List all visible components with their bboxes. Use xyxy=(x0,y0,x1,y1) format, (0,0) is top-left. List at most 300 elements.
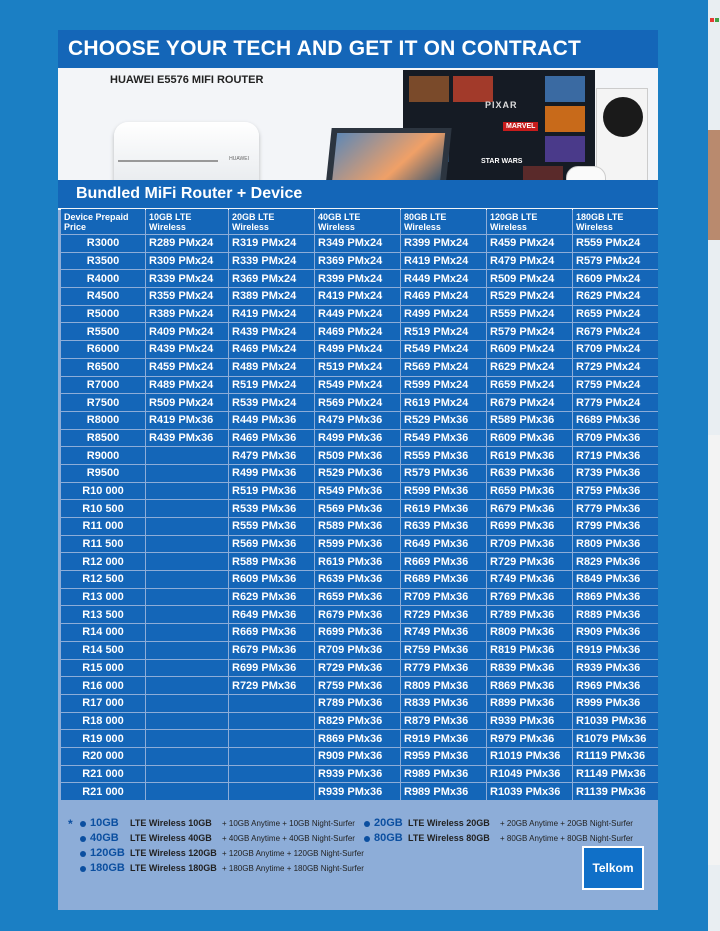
device-price-cell: R11 500 xyxy=(61,536,145,553)
contract-price-cell: R779 PMx36 xyxy=(401,660,486,677)
legend-desc: + 120GB Anytime + 120GB Night-Surfer xyxy=(222,849,364,858)
contract-price-cell: R669 PMx36 xyxy=(401,553,486,570)
contract-price-cell: R869 PMx36 xyxy=(487,677,572,694)
contract-price-cell: R639 PMx36 xyxy=(401,518,486,535)
contract-price-cell: R969 PMx36 xyxy=(573,677,658,694)
legend-item xyxy=(80,862,364,874)
device-price-cell: R4500 xyxy=(61,288,145,305)
contract-price-cell: R629 PMx36 xyxy=(229,589,314,606)
legend-item xyxy=(364,817,633,829)
contract-price-cell: R389 PMx24 xyxy=(229,288,314,305)
contract-price-cell: R549 PMx24 xyxy=(401,341,486,358)
bullet-icon xyxy=(80,821,86,827)
contract-price-cell: R469 PMx36 xyxy=(229,430,314,447)
column-header: 20GB LTE Wireless xyxy=(229,209,314,234)
contract-price-cell: R399 PMx24 xyxy=(315,270,400,287)
contract-price-cell xyxy=(146,553,228,570)
contract-price-cell: R609 PMx36 xyxy=(229,571,314,588)
legend-name: LTE Wireless 180GB xyxy=(130,863,217,873)
contract-price-cell: R879 PMx36 xyxy=(401,713,486,730)
contract-price-cell: R649 PMx36 xyxy=(229,606,314,623)
contract-price-cell xyxy=(146,606,228,623)
contract-price-cell: R659 PMx24 xyxy=(573,306,658,323)
contract-price-cell: R609 PMx24 xyxy=(487,341,572,358)
contract-price-cell: R579 PMx36 xyxy=(401,465,486,482)
contract-price-cell: R569 PMx36 xyxy=(315,500,400,517)
contract-price-cell: R459 PMx24 xyxy=(487,235,572,252)
adjacent-page-photo xyxy=(708,130,720,240)
contract-price-cell: R619 PMx36 xyxy=(401,500,486,517)
device-price-cell: R10 000 xyxy=(61,483,145,500)
contract-price-cell: R939 PMx36 xyxy=(573,660,658,677)
contract-price-cell: R919 PMx36 xyxy=(573,642,658,659)
contract-price-cell: R519 PMx36 xyxy=(229,483,314,500)
contract-price-cell: R479 PMx36 xyxy=(315,412,400,429)
table-row xyxy=(61,359,658,376)
contract-price-cell: R419 PMx24 xyxy=(315,288,400,305)
contract-price-cell xyxy=(146,713,228,730)
contract-price-cell xyxy=(146,730,228,747)
contract-price-cell: R589 PMx36 xyxy=(315,518,400,535)
device-price-cell: R6000 xyxy=(61,341,145,358)
contract-price-cell: R629 PMx24 xyxy=(573,288,658,305)
table-row xyxy=(61,536,658,553)
starwars-tile-label: STAR WARS xyxy=(481,158,523,165)
contract-price-cell: R869 PMx36 xyxy=(315,730,400,747)
legend-desc: + 180GB Anytime + 180GB Night-Surfer xyxy=(222,864,364,873)
device-price-cell: R19 000 xyxy=(61,730,145,747)
legend-item xyxy=(80,847,364,859)
contract-price-cell: R1079 PMx36 xyxy=(573,730,658,747)
contract-price-cell: R519 PMx24 xyxy=(401,323,486,340)
contract-price-cell: R989 PMx36 xyxy=(401,766,486,783)
contract-price-cell: R719 PMx36 xyxy=(573,447,658,464)
contract-price-cell: R419 PMx24 xyxy=(401,253,486,270)
contract-price-cell: R619 PMx24 xyxy=(401,394,486,411)
contract-price-cell xyxy=(146,571,228,588)
contract-price-cell: R699 PMx36 xyxy=(487,518,572,535)
contract-price-cell xyxy=(229,730,314,747)
contract-price-cell: R289 PMx24 xyxy=(146,235,228,252)
contract-price-cell: R599 PMx24 xyxy=(401,377,486,394)
contract-price-cell: R649 PMx36 xyxy=(401,536,486,553)
tv-tile xyxy=(545,136,585,162)
contract-price-cell: R1019 PMx36 xyxy=(487,748,572,765)
contract-price-cell: R669 PMx36 xyxy=(229,624,314,641)
edge-mark-green xyxy=(715,18,719,22)
device-price-cell: R9000 xyxy=(61,447,145,464)
contract-price-cell: R339 PMx24 xyxy=(229,253,314,270)
device-price-cell: R18 000 xyxy=(61,713,145,730)
contract-price-cell xyxy=(146,766,228,783)
contract-price-cell xyxy=(146,447,228,464)
legend-desc: + 40GB Anytime + 40GB Night-Surfer xyxy=(222,834,355,843)
contract-price-cell: R939 PMx36 xyxy=(315,783,400,800)
contract-price-cell: R589 PMx36 xyxy=(229,553,314,570)
contract-price-cell xyxy=(146,783,228,800)
contract-price-cell: R939 PMx36 xyxy=(315,766,400,783)
contract-price-cell xyxy=(229,766,314,783)
table-row xyxy=(61,606,658,623)
contract-price-cell: R709 PMx36 xyxy=(573,430,658,447)
contract-price-cell xyxy=(146,642,228,659)
contract-price-cell: R829 PMx36 xyxy=(573,553,658,570)
contract-price-cell: R469 PMx24 xyxy=(401,288,486,305)
legend-asterisk: * xyxy=(68,817,73,831)
device-price-cell: R13 000 xyxy=(61,589,145,606)
router-title: HUAWEI E5576 MIFI ROUTER xyxy=(110,74,264,86)
legend-item xyxy=(364,832,633,844)
contract-price-cell: R769 PMx36 xyxy=(487,589,572,606)
legend-name: LTE Wireless 80GB xyxy=(408,833,490,843)
contract-price-cell: R679 PMx36 xyxy=(487,500,572,517)
table-row xyxy=(61,270,658,287)
contract-price-cell xyxy=(146,589,228,606)
contract-price-cell: R539 PMx24 xyxy=(229,394,314,411)
contract-price-cell: R729 PMx36 xyxy=(401,606,486,623)
legend-item xyxy=(80,817,355,829)
contract-price-cell: R419 PMx36 xyxy=(146,412,228,429)
table-row xyxy=(61,783,658,800)
contract-price-cell: R519 PMx24 xyxy=(315,359,400,376)
column-header: 40GB LTE Wireless xyxy=(315,209,400,234)
telkom-logo: Telkom xyxy=(582,846,644,890)
contract-price-cell: R399 PMx24 xyxy=(401,235,486,252)
device-price-cell: R8000 xyxy=(61,412,145,429)
table-row xyxy=(61,306,658,323)
table-row xyxy=(61,288,658,305)
bundle-title: Bundled MiFi Router + Device xyxy=(58,180,658,208)
contract-price-cell: R449 PMx36 xyxy=(229,412,314,429)
contract-price-cell: R979 PMx36 xyxy=(487,730,572,747)
legend-gb: 120GB xyxy=(90,847,125,859)
contract-price-cell: R839 PMx36 xyxy=(401,695,486,712)
contract-price-cell: R549 PMx36 xyxy=(315,483,400,500)
contract-price-cell: R899 PMx36 xyxy=(487,695,572,712)
contract-price-cell: R1049 PMx36 xyxy=(487,766,572,783)
table-row xyxy=(61,447,658,464)
column-header: Device Prepaid Price xyxy=(61,209,145,234)
tv-tile xyxy=(453,76,493,102)
contract-price-cell: R539 PMx36 xyxy=(229,500,314,517)
contract-price-cell: R619 PMx36 xyxy=(315,553,400,570)
contract-price-cell: R449 PMx24 xyxy=(401,270,486,287)
table-row xyxy=(61,589,658,606)
device-price-cell: R3500 xyxy=(61,253,145,270)
contract-price-cell: R739 PMx36 xyxy=(573,465,658,482)
contract-price-cell xyxy=(229,783,314,800)
contract-price-cell: R939 PMx36 xyxy=(487,713,572,730)
contract-price-cell: R709 PMx36 xyxy=(401,589,486,606)
contract-price-cell: R639 PMx36 xyxy=(315,571,400,588)
legend-gb: 80GB xyxy=(374,832,403,844)
bullet-icon xyxy=(80,851,86,857)
contract-price-cell: R509 PMx24 xyxy=(146,394,228,411)
contract-price-cell: R729 PMx24 xyxy=(573,359,658,376)
contract-price-cell: R509 PMx24 xyxy=(487,270,572,287)
contract-price-cell: R559 PMx36 xyxy=(401,447,486,464)
contract-price-cell: R679 PMx24 xyxy=(487,394,572,411)
contract-price-cell: R849 PMx36 xyxy=(573,571,658,588)
contract-price-cell: R569 PMx36 xyxy=(229,536,314,553)
contract-price-cell: R809 PMx36 xyxy=(487,624,572,641)
contract-price-cell: R559 PMx24 xyxy=(487,306,572,323)
contract-price-cell xyxy=(146,536,228,553)
table-header-row xyxy=(61,209,658,234)
xbox-vent xyxy=(603,97,643,137)
contract-price-cell: R439 PMx24 xyxy=(229,323,314,340)
contract-price-cell xyxy=(229,695,314,712)
tv-tile xyxy=(409,76,449,102)
device-price-cell: R21 000 xyxy=(61,783,145,800)
table-row xyxy=(61,713,658,730)
contract-price-cell: R819 PMx36 xyxy=(487,642,572,659)
device-price-cell: R13 500 xyxy=(61,606,145,623)
contract-price-cell: R869 PMx36 xyxy=(573,589,658,606)
contract-price-cell: R759 PMx24 xyxy=(573,377,658,394)
contract-price-cell: R789 PMx36 xyxy=(315,695,400,712)
contract-price-cell xyxy=(146,660,228,677)
legend-name: LTE Wireless 120GB xyxy=(130,848,217,858)
contract-price-cell: R679 PMx24 xyxy=(573,323,658,340)
contract-price-cell: R309 PMx24 xyxy=(146,253,228,270)
bullet-icon xyxy=(364,821,370,827)
legend-name: LTE Wireless 40GB xyxy=(130,833,212,843)
table-row xyxy=(61,483,658,500)
marvel-tile-label: MARVEL xyxy=(503,122,538,131)
device-price-cell: R6500 xyxy=(61,359,145,376)
contract-price-cell: R629 PMx24 xyxy=(487,359,572,376)
table-row xyxy=(61,465,658,482)
contract-price-cell: R469 PMx24 xyxy=(315,323,400,340)
contract-price-cell: R529 PMx36 xyxy=(315,465,400,482)
contract-price-cell xyxy=(146,500,228,517)
contract-price-cell: R659 PMx36 xyxy=(315,589,400,606)
contract-price-cell: R919 PMx36 xyxy=(401,730,486,747)
table-body xyxy=(61,235,658,800)
table-row xyxy=(61,695,658,712)
table-row xyxy=(61,748,658,765)
contract-price-cell: R519 PMx24 xyxy=(229,377,314,394)
contract-price-cell: R689 PMx36 xyxy=(573,412,658,429)
table-row xyxy=(61,518,658,535)
contract-price-cell: R479 PMx36 xyxy=(229,447,314,464)
contract-price-cell xyxy=(229,713,314,730)
contract-price-cell: R449 PMx24 xyxy=(315,306,400,323)
column-header: 80GB LTE Wireless xyxy=(401,209,486,234)
contract-price-cell: R659 PMx36 xyxy=(487,483,572,500)
contract-price-cell: R549 PMx24 xyxy=(315,377,400,394)
contract-price-cell: R779 PMx36 xyxy=(573,500,658,517)
legend-gb: 20GB xyxy=(374,817,403,829)
contract-price-cell: R999 PMx36 xyxy=(573,695,658,712)
device-price-cell: R12 000 xyxy=(61,553,145,570)
contract-price-cell: R799 PMx36 xyxy=(573,518,658,535)
device-price-cell: R5500 xyxy=(61,323,145,340)
device-price-cell: R7000 xyxy=(61,377,145,394)
table-row xyxy=(61,677,658,694)
edge-mark-red xyxy=(710,18,714,22)
bullet-icon xyxy=(364,836,370,842)
device-price-cell: R17 000 xyxy=(61,695,145,712)
contract-price-cell xyxy=(146,518,228,535)
contract-price-cell: R759 PMx36 xyxy=(401,642,486,659)
contract-price-cell: R809 PMx36 xyxy=(573,536,658,553)
device-price-cell: R10 500 xyxy=(61,500,145,517)
contract-price-cell: R489 PMx24 xyxy=(146,377,228,394)
bullet-icon xyxy=(80,836,86,842)
contract-price-cell: R909 PMx36 xyxy=(573,624,658,641)
legend-desc: + 80GB Anytime + 80GB Night-Surfer xyxy=(500,834,633,843)
device-price-cell: R4000 xyxy=(61,270,145,287)
legend-gb: 180GB xyxy=(90,862,125,874)
contract-price-cell: R679 PMx36 xyxy=(229,642,314,659)
contract-price-cell: R559 PMx24 xyxy=(573,235,658,252)
contract-price-cell: R489 PMx24 xyxy=(229,359,314,376)
tv-tile xyxy=(545,106,585,132)
device-price-cell: R7500 xyxy=(61,394,145,411)
promo-card xyxy=(58,30,658,910)
contract-price-cell: R779 PMx24 xyxy=(573,394,658,411)
device-price-cell: R9500 xyxy=(61,465,145,482)
contract-price-cell: R369 PMx24 xyxy=(229,270,314,287)
device-price-cell: R20 000 xyxy=(61,748,145,765)
contract-price-cell: R889 PMx36 xyxy=(573,606,658,623)
device-price-cell: R3000 xyxy=(61,235,145,252)
device-price-cell: R8500 xyxy=(61,430,145,447)
contract-price-cell: R609 PMx36 xyxy=(487,430,572,447)
contract-price-cell: R569 PMx24 xyxy=(401,359,486,376)
contract-price-cell: R439 PMx24 xyxy=(146,341,228,358)
table-row xyxy=(61,766,658,783)
contract-price-cell: R639 PMx36 xyxy=(487,465,572,482)
contract-price-cell: R709 PMx24 xyxy=(573,341,658,358)
contract-price-cell: R419 PMx24 xyxy=(229,306,314,323)
legend-gb: 40GB xyxy=(90,832,119,844)
contract-price-cell: R549 PMx36 xyxy=(401,430,486,447)
price-table xyxy=(60,208,659,801)
contract-price-cell: R589 PMx36 xyxy=(487,412,572,429)
device-price-cell: R14 500 xyxy=(61,642,145,659)
contract-price-cell: R789 PMx36 xyxy=(487,606,572,623)
legend-gb: 10GB xyxy=(90,817,119,829)
adjacent-page-content xyxy=(708,435,720,865)
contract-price-cell: R569 PMx24 xyxy=(315,394,400,411)
contract-price-cell: R359 PMx24 xyxy=(146,288,228,305)
contract-price-cell: R729 PMx36 xyxy=(487,553,572,570)
table-row xyxy=(61,642,658,659)
table-row xyxy=(61,235,658,252)
contract-price-cell: R679 PMx36 xyxy=(315,606,400,623)
contract-price-cell: R989 PMx36 xyxy=(401,783,486,800)
contract-price-cell: R619 PMx36 xyxy=(487,447,572,464)
legend-desc: + 10GB Anytime + 10GB Night-Surfer xyxy=(222,819,355,828)
table-row xyxy=(61,571,658,588)
table-row xyxy=(61,553,658,570)
contract-price-cell: R749 PMx36 xyxy=(487,571,572,588)
contract-price-cell xyxy=(146,624,228,641)
contract-price-cell: R759 PMx36 xyxy=(573,483,658,500)
contract-price-cell: R579 PMx24 xyxy=(573,253,658,270)
contract-price-cell: R659 PMx24 xyxy=(487,377,572,394)
table-row xyxy=(61,730,658,747)
contract-price-cell: R349 PMx24 xyxy=(315,235,400,252)
contract-price-cell: R509 PMx36 xyxy=(315,447,400,464)
contract-price-cell: R689 PMx36 xyxy=(401,571,486,588)
legend-item xyxy=(80,832,355,844)
contract-price-cell: R1039 PMx36 xyxy=(573,713,658,730)
device-price-cell: R12 500 xyxy=(61,571,145,588)
router-slot xyxy=(118,160,218,162)
contract-price-cell: R1149 PMx36 xyxy=(573,766,658,783)
device-price-cell: R16 000 xyxy=(61,677,145,694)
contract-price-cell: R459 PMx24 xyxy=(146,359,228,376)
table-row xyxy=(61,660,658,677)
contract-price-cell: R499 PMx24 xyxy=(315,341,400,358)
contract-price-cell: R749 PMx36 xyxy=(401,624,486,641)
legend-name: LTE Wireless 20GB xyxy=(408,818,490,828)
contract-price-cell: R1039 PMx36 xyxy=(487,783,572,800)
bullet-icon xyxy=(80,866,86,872)
contract-price-cell: R439 PMx36 xyxy=(146,430,228,447)
contract-price-cell: R369 PMx24 xyxy=(315,253,400,270)
table-row xyxy=(61,624,658,641)
column-header: 120GB LTE Wireless xyxy=(487,209,572,234)
contract-price-cell xyxy=(146,483,228,500)
table-row xyxy=(61,412,658,429)
contract-price-cell: R609 PMx24 xyxy=(573,270,658,287)
router-brand: HUAWEI xyxy=(229,156,249,162)
contract-price-cell: R469 PMx24 xyxy=(229,341,314,358)
table-row xyxy=(61,341,658,358)
device-price-cell: R5000 xyxy=(61,306,145,323)
table-row xyxy=(61,394,658,411)
contract-price-cell: R339 PMx24 xyxy=(146,270,228,287)
contract-price-cell: R809 PMx36 xyxy=(401,677,486,694)
contract-price-cell: R499 PMx36 xyxy=(315,430,400,447)
contract-price-cell xyxy=(146,748,228,765)
contract-price-cell: R729 PMx36 xyxy=(229,677,314,694)
contract-price-cell: R909 PMx36 xyxy=(315,748,400,765)
table-row xyxy=(61,500,658,517)
contract-price-cell: R699 PMx36 xyxy=(229,660,314,677)
pixar-tile-label: PIXAR xyxy=(485,100,518,110)
contract-price-cell: R529 PMx36 xyxy=(401,412,486,429)
contract-price-cell xyxy=(146,695,228,712)
device-price-cell: R21 000 xyxy=(61,766,145,783)
contract-price-cell: R559 PMx36 xyxy=(229,518,314,535)
table-row xyxy=(61,253,658,270)
contract-price-cell: R709 PMx36 xyxy=(487,536,572,553)
contract-price-cell: R759 PMx36 xyxy=(315,677,400,694)
legend xyxy=(58,817,658,910)
contract-price-cell: R599 PMx36 xyxy=(401,483,486,500)
contract-price-cell: R499 PMx24 xyxy=(401,306,486,323)
contract-price-cell: R839 PMx36 xyxy=(487,660,572,677)
device-price-cell: R15 000 xyxy=(61,660,145,677)
contract-price-cell: R529 PMx24 xyxy=(487,288,572,305)
contract-price-cell: R1119 PMx36 xyxy=(573,748,658,765)
table-row xyxy=(61,430,658,447)
contract-price-cell: R389 PMx24 xyxy=(146,306,228,323)
contract-price-cell xyxy=(146,465,228,482)
contract-price-cell: R409 PMx24 xyxy=(146,323,228,340)
contract-price-cell: R959 PMx36 xyxy=(401,748,486,765)
contract-price-cell xyxy=(146,677,228,694)
tv-tile xyxy=(545,76,585,102)
contract-price-cell: R1139 PMx36 xyxy=(573,783,658,800)
contract-price-cell: R729 PMx36 xyxy=(315,660,400,677)
